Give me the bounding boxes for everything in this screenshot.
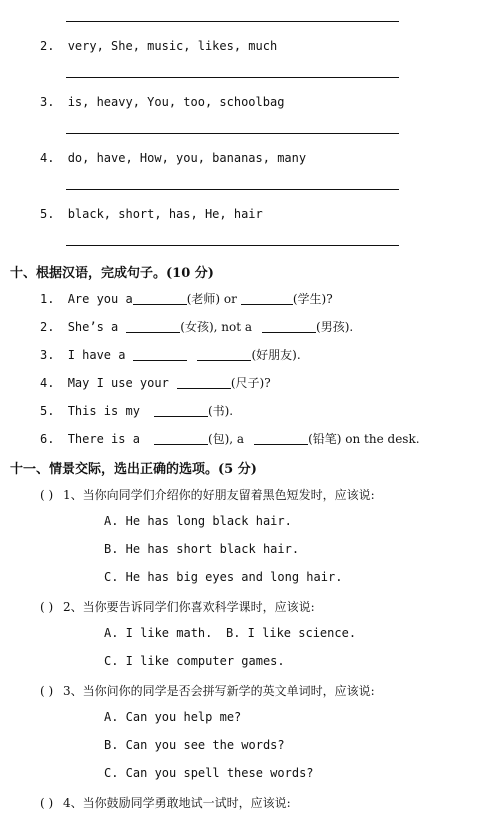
item-text: May I use your [67,376,169,390]
item-text: Are you a [67,292,133,306]
q2-option-a: A. I like math. [104,626,213,640]
answer-blank[interactable] [126,320,180,333]
item-text: (尺子)? [230,376,271,390]
item-text: (男孩). [316,320,354,334]
item-number: 6. [40,432,55,446]
item-text: I have a [67,348,126,362]
answer-line [66,77,399,78]
answer-blank[interactable] [254,432,308,445]
question-prompt: 1、当你向同学们介绍你的好朋友留着黑色短发时，应该说: [63,488,375,502]
answer-line [66,189,399,190]
item-text: (学生)? [292,292,333,306]
item-text: (铅笔) on the desk. [308,432,420,446]
answer-paren[interactable]: ( ) [40,488,54,502]
q3-option-b: B. Can you see the words? [104,738,285,752]
q2-prompt-row [40,598,315,615]
q1-option-c: C. He has big eyes and long hair. [104,570,343,584]
item-number: 5. [40,207,55,221]
s10-item-6 [40,430,420,447]
s10-item-4 [40,374,271,391]
item-number: 5. [40,404,55,418]
q1-prompt-row [40,486,375,503]
item-words: do, have, How, you, bananas, many [67,151,307,165]
item-words: is, heavy, You, too, schoolbag [67,95,285,109]
answer-blank[interactable] [133,292,187,305]
answer-line [66,133,399,134]
answer-paren[interactable]: ( ) [40,684,54,698]
item-number: 4. [40,376,55,390]
item-text: This is my [67,404,140,418]
reorder-item-2 [40,39,277,53]
answer-paren[interactable]: ( ) [40,600,54,614]
section-11-title: 十一、情景交际，选出正确的选项。(5 分) [10,462,257,477]
s10-item-5 [40,402,233,419]
item-text: (老师) or [186,292,237,306]
q1-option-b: B. He has short black hair. [104,542,300,556]
answer-paren[interactable]: ( ) [40,796,54,810]
q1-option-a: A. He has long black hair. [104,514,292,528]
item-number: 1. [40,292,55,306]
question-prompt: 2、当你要告诉同学们你喜欢科学课时，应该说: [63,600,315,614]
answer-blank[interactable] [154,404,208,417]
q3-prompt-row [40,682,375,699]
reorder-item-4 [40,151,306,165]
item-text: (女孩), not a [180,320,253,334]
item-words: black, short, has, He, hair [67,207,263,221]
item-number: 3. [40,95,55,109]
answer-line [66,21,399,22]
item-number: 4. [40,151,55,165]
answer-blank[interactable] [197,348,251,361]
item-text: She’s a [67,320,119,334]
answer-blank[interactable] [262,320,316,333]
question-prompt: 4、当你鼓励同学勇敢地试一试时，应该说: [63,796,291,810]
answer-line [66,245,399,246]
reorder-item-5 [40,207,263,221]
answer-blank[interactable] [154,432,208,445]
answer-blank[interactable] [133,348,187,361]
item-words: very, She, music, likes, much [67,39,278,53]
item-text: (包), a [207,432,245,446]
q3-option-a: A. Can you help me? [104,710,242,724]
answer-blank[interactable] [241,292,293,305]
section-10-title: 十、根据汉语，完成句子。(10 分) [10,266,214,281]
item-text: There is a [67,432,140,446]
question-prompt: 3、当你问你的同学是否会拼写新学的英文单词时，应该说: [63,684,375,698]
q2-option-c: C. I like computer games. [104,654,285,668]
reorder-item-3 [40,95,284,109]
item-number: 3. [40,348,55,362]
item-number: 2. [40,320,55,334]
q3-option-c: C. Can you spell these words? [104,766,314,780]
answer-blank[interactable] [177,376,231,389]
s10-item-3 [40,346,301,363]
item-number: 2. [40,39,55,53]
q2-option-b: B. I like science. [226,626,357,640]
item-text: (书). [207,404,234,418]
s10-item-2 [40,318,353,335]
q4-prompt-row [40,794,291,811]
s10-item-1 [40,290,333,307]
item-text: (好朋友). [251,348,301,362]
